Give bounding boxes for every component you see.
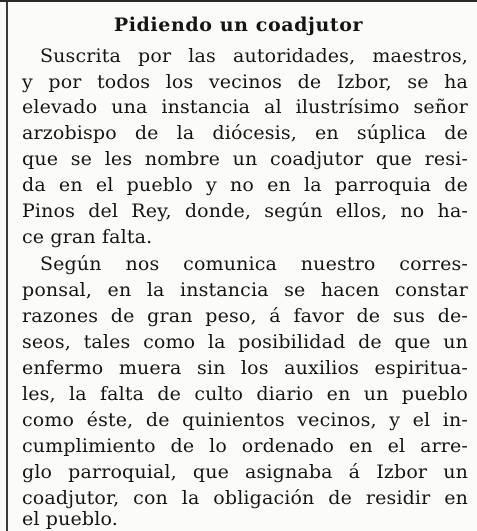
- text-line: arzobispo de la diócesis, en súplica de: [22, 122, 468, 144]
- text-line: glo parroquial, que asignaba á Izbor un: [22, 461, 468, 483]
- text-line: Pinos del Rey, donde, según ellos, no ha-: [22, 200, 468, 222]
- text-line: ponsal, en la instancia se hacen constar: [22, 279, 468, 301]
- text-line: como éste, de quinientos vecinos, y el in-: [22, 409, 468, 431]
- text-line: enfermo muera sin los auxilios espiritua-: [22, 357, 468, 379]
- text-line: y por todos los vecinos de Izbor, se ha: [22, 71, 468, 93]
- text-line: Suscrita por las autoridades, maestros,: [40, 45, 468, 67]
- text-line: Según nos comunica nuestro corres-: [40, 253, 468, 275]
- text-line: razones de gran peso, á favor de sus de-: [22, 305, 468, 327]
- article-headline: Pidiendo un coadjutor: [113, 14, 364, 36]
- top-rule: [0, 0, 477, 2]
- text-line: que se les nombre un coadjutor que resi-: [22, 148, 468, 170]
- text-line: elevado una instancia al ilustrísimo señor: [22, 96, 468, 118]
- text-line: cumplimiento de lo ordenado en el arre-: [22, 435, 468, 457]
- text-line: el pueblo.: [22, 508, 118, 530]
- text-line: da en el pueblo y no en la parroquia de: [22, 174, 468, 196]
- text-line: seos, tales como la posibilidad de que un: [22, 331, 468, 353]
- text-line: les, la falta de culto diario en un pueblo: [22, 383, 468, 405]
- text-line: coadjutor, con la obligación de residir en: [22, 487, 468, 509]
- column-rule: [6, 2, 8, 531]
- text-line: ce gran falta.: [22, 226, 153, 248]
